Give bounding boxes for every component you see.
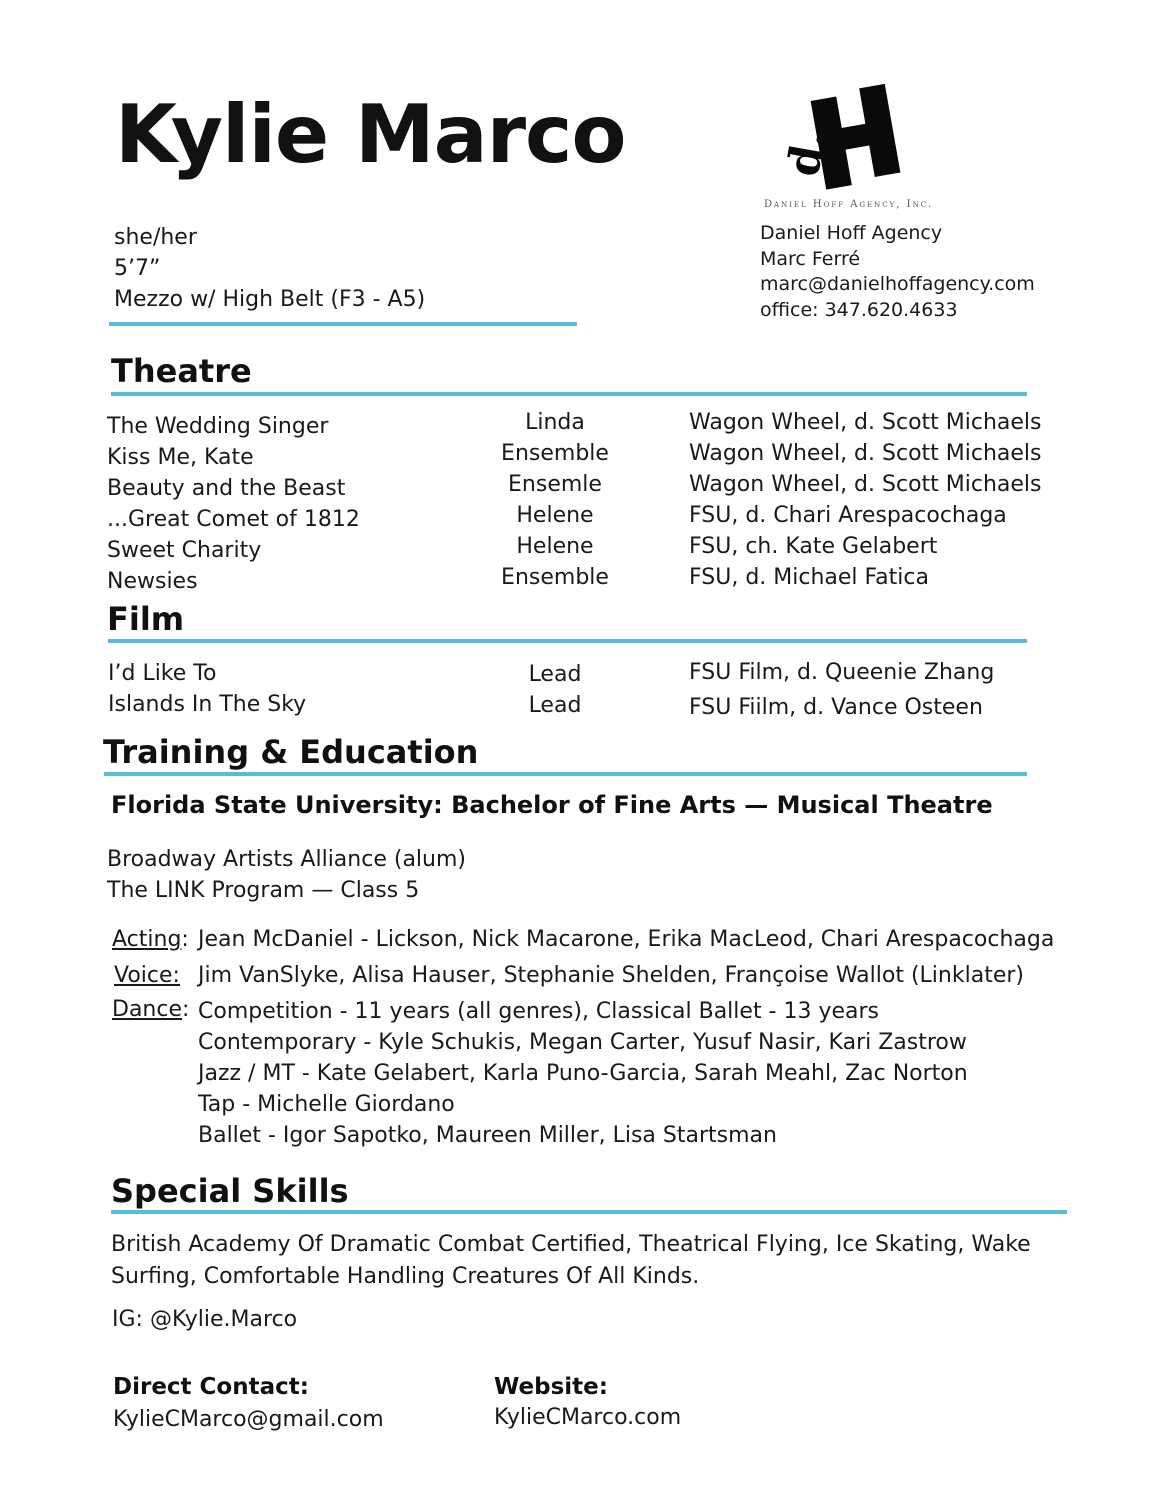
theatre-divider [111, 392, 1027, 396]
dance-item: Jazz / MT - Kate Gelabert, Karla Puno-Garcia, Sarah Meahl, Zac Norton [198, 1061, 968, 1086]
direct-contact-label: Direct Contact: [113, 1374, 309, 1400]
programs [107, 844, 466, 906]
voice-type: Mezzo w/ High Belt (F3 - A5) [114, 287, 426, 312]
film-roles [475, 659, 635, 721]
personal-info [114, 222, 425, 315]
website-link[interactable]: KylieCMarco.com [494, 1405, 682, 1430]
theatre-role: Linda [525, 410, 585, 435]
dance-item: Ballet - Igor Sapotko, Maureen Miller, Lisa Startsman [198, 1123, 777, 1148]
film-show: Islands In The Sky [108, 692, 307, 717]
theatre-role: Helene [516, 503, 594, 528]
degree: Florida State University: Bachelor of Fine Arts — Musical Theatre [111, 791, 993, 819]
film-credit: FSU Fiilm, d. Vance Osteen [689, 695, 983, 720]
theatre-show: ...Great Comet of 1812 [107, 507, 360, 532]
dance-row [112, 997, 189, 1022]
program-item: The LINK Program — Class 5 [107, 878, 420, 903]
header-divider [109, 322, 577, 326]
dance-label-colon: : [182, 997, 190, 1022]
dance-item: Contemporary - Kyle Schukis, Megan Carter, Yusuf Nasir, Kari Zastrow [198, 1030, 967, 1055]
film-role: Lead [528, 693, 582, 718]
agency-logo [777, 78, 925, 198]
agency-info [760, 221, 1035, 323]
film-heading: Film [107, 600, 185, 638]
theatre-role: Ensemble [501, 441, 609, 466]
theatre-credit: FSU, ch. Kate Gelabert [689, 534, 938, 559]
theatre-show: Beauty and the Beast [107, 476, 346, 501]
agency-logo-icon [777, 78, 925, 198]
skills-line: British Academy Of Dramatic Combat Certified, Theatrical Flying, Ice Skating, Wake [111, 1232, 1031, 1257]
training-heading: Training & Education [103, 733, 479, 771]
agent-name: Marc Ferré [760, 247, 861, 270]
theatre-show: The Wedding Singer [107, 414, 329, 439]
instagram-handle: IG: @Kylie.Marco [112, 1307, 298, 1332]
acting-row [112, 927, 189, 952]
film-show: I’d Like To [108, 661, 217, 686]
voice-label: Voice: [114, 963, 180, 988]
skills-text [111, 1229, 1031, 1293]
skills-divider [111, 1210, 1067, 1214]
training-divider [104, 772, 1027, 776]
theatre-credit: FSU, d. Chari Arespacochaga [689, 503, 1007, 528]
dance-label: Dance [112, 997, 182, 1022]
film-role: Lead [528, 662, 582, 687]
acting-label: Acting [112, 927, 182, 952]
voice-row [114, 963, 180, 988]
theatre-credit: FSU, d. Michael Fatica [689, 565, 929, 590]
theatre-credit: Wagon Wheel, d. Scott Michaels [689, 441, 1042, 466]
theatre-shows [107, 411, 360, 597]
theatre-roles [475, 407, 635, 593]
theatre-credit: Wagon Wheel, d. Scott Michaels [689, 472, 1042, 497]
program-item: Broadway Artists Alliance (alum) [107, 847, 466, 872]
page-title: Kylie Marco [115, 88, 626, 181]
acting-teachers: Jean McDaniel - Lickson, Nick Macarone, Erika MacLeod, Chari Arespacochaga [198, 927, 1055, 952]
theatre-role: Helene [516, 534, 594, 559]
skills-heading: Special Skills [111, 1172, 349, 1210]
voice-teachers: Jim VanSlyke, Alisa Hauser, Stephanie Shelden, Françoise Wallot (Linklater) [198, 963, 1024, 988]
height: 5’7” [114, 256, 161, 281]
theatre-role: Ensemble [501, 565, 609, 590]
theatre-credit: Wagon Wheel, d. Scott Michaels [689, 410, 1042, 435]
theatre-show: Kiss Me, Kate [107, 445, 254, 470]
theatre-show: Sweet Charity [107, 538, 262, 563]
theatre-show: Newsies [107, 569, 198, 594]
acting-label-colon: : [181, 927, 189, 952]
theatre-role: Ensemle [508, 472, 602, 497]
skills-line: Surfing, Comfortable Handling Creatures Of All Kinds. [111, 1264, 700, 1289]
film-divider [108, 639, 1027, 643]
film-credits [689, 655, 994, 725]
website-label: Website: [494, 1374, 608, 1400]
agency-name: Daniel Hoff Agency [760, 222, 943, 244]
dance-list [198, 996, 968, 1151]
pronouns: she/her [114, 225, 197, 250]
agency-logo-caption: Daniel Hoff Agency, Inc. [764, 199, 934, 210]
dance-item: Competition - 11 years (all genres), Classical Ballet - 13 years [198, 999, 880, 1024]
dance-item: Tap - Michelle Giordano [198, 1092, 455, 1117]
direct-contact-email[interactable]: KylieCMarco@gmail.com [113, 1407, 384, 1432]
agency-logo-mark: d. [777, 125, 837, 181]
theatre-heading: Theatre [111, 352, 252, 390]
agency-phone: office: 347.620.4633 [760, 298, 958, 321]
agent-email: marc@danielhoffagency.com [760, 273, 1035, 295]
film-shows [108, 658, 306, 720]
theatre-credits [689, 407, 1042, 593]
film-credit: FSU Film, d. Queenie Zhang [689, 660, 995, 685]
